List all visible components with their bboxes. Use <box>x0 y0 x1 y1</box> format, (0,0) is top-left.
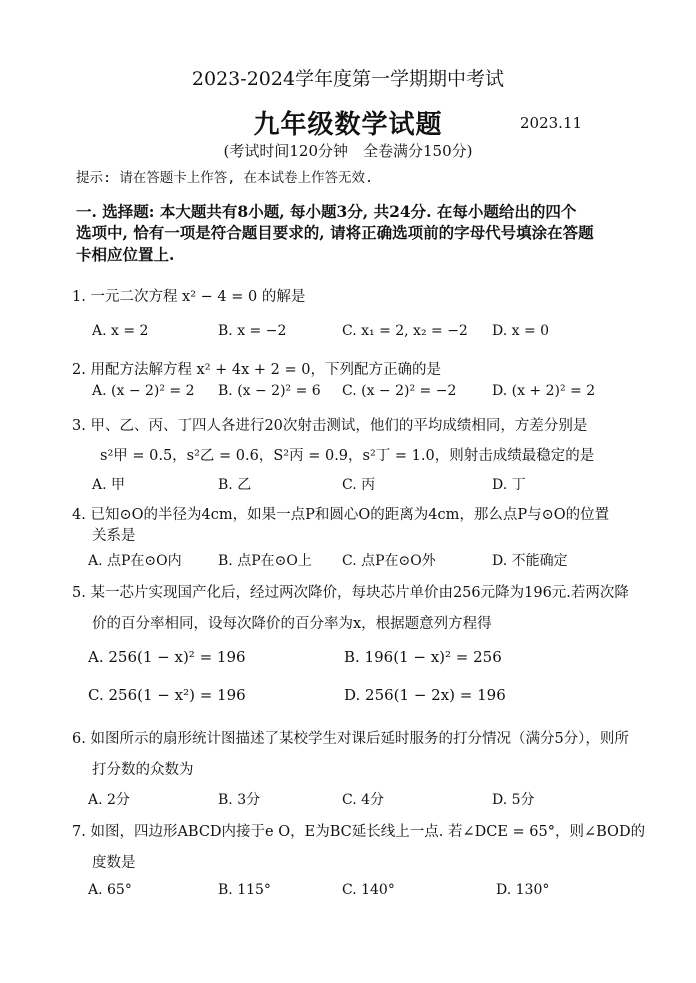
question-1-option-c[interactable]: C. x₁ = 2, x₂ = −2 <box>342 323 468 339</box>
exam-title: 2023-2024学年度第一学期期中考试 <box>191 68 505 90</box>
question-6-option-b[interactable]: B. 3分 <box>218 792 261 808</box>
question-5-option-a[interactable]: A. 256(1 − x)² = 196 <box>88 648 246 666</box>
question-3-stem-line-1: 3. 甲、乙、丙、丁四人各进行20次射击测试，他们的平均成绩相同，方差分别是 <box>72 418 588 434</box>
section-heading-line-2: 选项中, 恰有一项是符合题目要求的, 请将正确选项前的字母代号填涂在答题 <box>76 223 594 242</box>
question-4-option-c[interactable]: C. 点P在⊙O外 <box>342 553 436 569</box>
question-6-option-a[interactable]: A. 2分 <box>88 792 130 808</box>
question-1-option-d[interactable]: D. x = 0 <box>492 323 550 339</box>
question-7-stem-line-2: 度数是 <box>92 855 136 871</box>
question-3-option-d[interactable]: D. 丁 <box>492 477 526 493</box>
exam-subtitle: 九年级数学试题 <box>253 110 443 140</box>
question-5-stem-line-1: 5. 某一芯片实现国产化后，经过两次降价，每块芯片单价由256元降为196元.若两次降 <box>72 585 629 601</box>
question-5-stem-line-2: 价的百分率相同，设每次降价的百分率为x，根据题意列方程得 <box>92 616 492 632</box>
question-4-option-d[interactable]: D. 不能确定 <box>492 553 568 569</box>
question-6-stem-line-2: 打分数的众数为 <box>92 762 194 778</box>
question-5-option-d[interactable]: D. 256(1 − 2x) = 196 <box>344 686 506 704</box>
question-6-stem-line-1: 6. 如图所示的扇形统计图描述了某校学生对课后延时服务的打分情况（满分5分），则所 <box>72 731 629 747</box>
question-2-option-c[interactable]: C. (x − 2)² = −2 <box>342 383 457 399</box>
section-heading-line-1: 一. 选择题: 本大题共有8小题, 每小题3分, 共24分. 在每小题给出的四个 <box>76 202 577 221</box>
exam-info: (考试时间120分钟 全卷满分150分) <box>223 142 473 160</box>
question-4-stem-line-2: 关系是 <box>92 528 136 544</box>
question-1-stem: 1. 一元二次方程 x² − 4 = 0 的解是 <box>72 289 306 305</box>
question-1-option-a[interactable]: A. x = 2 <box>92 323 149 339</box>
section-heading-line-3: 卡相应位置上. <box>76 245 175 264</box>
question-7-option-a[interactable]: A. 65° <box>88 882 132 898</box>
question-7-stem-line-1: 7. 如图，四边形ABCD内接于e O，E为BC延长线上一点. 若∠DCE = 65°，则∠BOD的 <box>72 824 646 840</box>
question-7-option-c[interactable]: C. 140° <box>342 882 395 898</box>
question-7-option-d[interactable]: D. 130° <box>496 882 550 898</box>
question-1-option-b[interactable]: B. x = −2 <box>218 323 287 339</box>
question-6-option-d[interactable]: D. 5分 <box>492 792 535 808</box>
question-7-option-b[interactable]: B. 115° <box>218 882 271 898</box>
question-4-option-a[interactable]: A. 点P在⊙O内 <box>88 553 182 569</box>
question-3-option-a[interactable]: A. 甲 <box>92 477 126 493</box>
question-2-option-a[interactable]: A. (x − 2)² = 2 <box>92 383 195 399</box>
question-4-stem-line-1: 4. 已知⊙O的半径为4cm，如果一点P和圆心O的距离为4cm，那么点P与⊙O的位置 <box>72 507 610 523</box>
question-2-option-d[interactable]: D. (x + 2)² = 2 <box>492 383 596 399</box>
question-5-option-c[interactable]: C. 256(1 − x²) = 196 <box>88 686 246 704</box>
exam-date: 2023.11 <box>520 114 583 132</box>
exam-tip: 提示: 请在答题卡上作答, 在本试卷上作答无效. <box>76 170 374 186</box>
question-2-option-b[interactable]: B. (x − 2)² = 6 <box>218 383 321 399</box>
question-3-stem-line-2: s²甲 = 0.5，s²乙 = 0.6，S²丙 = 0.9，s²丁 = 1.0，则射击成绩最稳定的是 <box>100 448 595 464</box>
question-4-option-b[interactable]: B. 点P在⊙O上 <box>218 553 312 569</box>
question-5-option-b[interactable]: B. 196(1 − x)² = 256 <box>344 648 502 666</box>
question-3-option-c[interactable]: C. 丙 <box>342 477 376 493</box>
question-6-option-c[interactable]: C. 4分 <box>342 792 385 808</box>
question-3-option-b[interactable]: B. 乙 <box>218 477 252 493</box>
question-2-stem: 2. 用配方法解方程 x² + 4x + 2 = 0，下列配方正确的是 <box>72 362 441 378</box>
